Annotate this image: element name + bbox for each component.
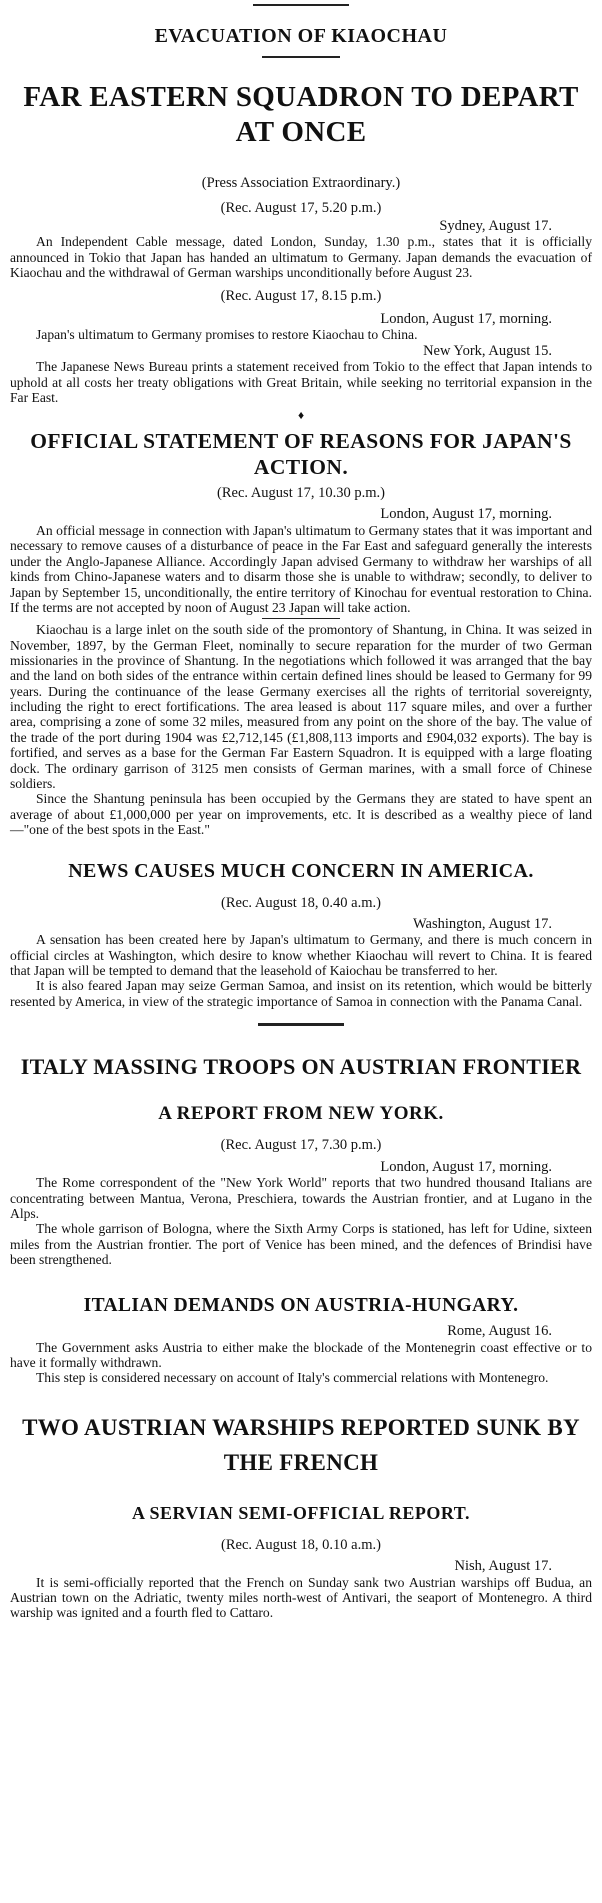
dateline: New York, August 15. — [423, 342, 552, 359]
article-paragraph: The Government asks Austria to either make the blockade of the Montenegrin coast effective or to have it formally withdrawn. — [10, 1339, 592, 1370]
section-headline: ITALY MASSING TROOPS ON AUSTRIAN FRONTIER — [20, 1054, 582, 1080]
top-rule — [253, 4, 349, 6]
divider — [262, 618, 340, 619]
article-paragraph: Since the Shantung peninsula has been occupied by the Germans they are stated to have spent an average of about £1,000,000 per year on improvements, etc. It is described as a wealthy piece of land—"one of the best spots in the East." — [10, 791, 592, 837]
newspaper-page — [0, 4, 602, 1903]
received-line: (Rec. August 17, 5.20 p.m.) — [220, 200, 382, 217]
main-headline: FAR EASTERN SQUADRON TO DEPART AT ONCE — [23, 81, 579, 149]
article-paragraph: This step is considered necessary on account of Italy's commercial relations with Montenegro. — [36, 1370, 549, 1386]
dateline: London, August 17, morning. — [380, 1158, 552, 1175]
dateline: Washington, August 17. — [412, 915, 552, 932]
article-paragraph: The Rome correspondent of the "New York World" reports that two hundred thousand Italians are concentrating between Mantua, Verona, Preschiera, towards the Austrian frontier, and at Lugano in the Alps. — [10, 1175, 592, 1222]
article-paragraph: Japan's ultimatum to Germany promises to restore Kiaochau to China. — [36, 327, 418, 343]
article-paragraph: The Japanese News Bureau prints a statement received from Tokio to the effect that Japan intends to uphold at all costs her treaty obligations with Great Britain, while seeking no territorial expansion in the Far East. — [10, 359, 592, 406]
received-line: (Rec. August 17, 10.30 p.m.) — [217, 485, 385, 502]
section-ornament: ♦ — [297, 408, 305, 423]
dateline: London, August 17, morning. — [380, 506, 552, 523]
section-headline: NEWS CAUSES MUCH CONCERN IN AMERICA. — [68, 860, 534, 883]
article-paragraph: It is semi-officially reported that the French on Sunday sank two Austrian warships off Budua, an Austrian town on the Adriatic, twenty miles north-west of Antivari, the seaport of Montenegro. A third warship was ignited and a fourth fled to Cattaro. — [10, 1574, 592, 1621]
received-line: (Rec. August 18, 0.10 a.m.) — [221, 1536, 381, 1553]
sub-headline: A SERVIAN SEMI-OFFICIAL REPORT. — [132, 1502, 470, 1523]
received-line: (Rec. August 17, 7.30 p.m.) — [220, 1137, 382, 1154]
section-headline: TWO AUSTRIAN WARSHIPS REPORTED SUNK BY THE FRENCH — [22, 1414, 580, 1476]
article-paragraph: It is also feared Japan may seize German Samoa, and insist on its retention, which would be bitterly resented by America, in view of the strategic importance of Samoa in connection with the Panama Canal. — [10, 978, 592, 1009]
dateline: London, August 17, morning. — [380, 310, 552, 327]
section-headline: OFFICIAL STATEMENT OF REASONS FOR JAPAN'S ACTION. — [30, 429, 572, 480]
article-paragraph: An Independent Cable message, dated London, Sunday, 1.30 p.m., states that it is officially announced in Tokio that Japan has handed an ultimatum to Germany. Japan demands the evacuation of Kiaochau and the withdrawal of German warships unconditionally before August 23. — [10, 234, 592, 280]
dateline: Rome, August 16. — [447, 1322, 552, 1339]
section-headline: ITALIAN DEMANDS ON AUSTRIA-HUNGARY. — [83, 1294, 519, 1316]
article-paragraph: Kiaochau is a large inlet on the south side of the promontory of Shantung, in China. It was seized in November, 1897, by the German Fleet, nominally to secure reparation for the murder of two German missionaries in the province of Shantung. In the negotiations which followed it was arranged that the bay and the land on both sides of the entrance within certain defined lines should be leased to Germany for 99 years. During the continuance of the lease Germany exercises all the rights of territorial sovereignty, including the right to erect fortifications. The area leased is about 117 square miles, and over a further area, comprising a zone of some 32 miles, measured from any point on the shore of the bay. The value of the trade of the port during 1904 was £2,712,145 (£1,808,113 imports and £904,032 exports). The bay is fortified, and serves as a base for the German Far Eastern Squadron. It is equipped with a large floating dock. The ordinary garrison of 3125 men consists of German marines, with a small force of Chinese soldiers. — [10, 622, 592, 791]
dateline: Nish, August 17. — [454, 1557, 552, 1574]
source-line: (Press Association Extraordinary.) — [201, 174, 401, 191]
dateline: Sydney, August 17. — [439, 217, 552, 234]
article-paragraph: A sensation has been created here by Japan's ultimatum to Germany, and there is much concern in official circles at Washington, which desire to know whether Kiaochau will revert to China. It is feared that Japan will be tempted to demand that the leasehold of Kaiochau be transferred to her. — [10, 932, 592, 979]
article-paragraph: The whole garrison of Bologna, where the Sixth Army Corps is stationed, has left for Udine, sixteen miles from the Austrian frontier. The port of Venice has been mined, and the defences of Brindisi have been strengthened. — [10, 1221, 592, 1268]
divider — [262, 56, 340, 58]
sub-headline: A REPORT FROM NEW YORK. — [158, 1102, 444, 1124]
received-line: (Rec. August 17, 8.15 p.m.) — [220, 288, 382, 305]
received-line: (Rec. August 18, 0.40 a.m.) — [221, 895, 381, 912]
section-divider — [258, 1023, 344, 1026]
kicker-heading: EVACUATION OF KIAOCHAU — [154, 25, 448, 47]
article-paragraph: An official message in connection with Japan's ultimatum to Germany states that it was important and necessary to remove causes of a disturbance of peace in the Far East and safeguard generally the interests under the Anglo-Japanese Alliance. Accordingly Japan advised Germany to withdraw her warships of all kinds from Chino-Japanese waters and to disarm those she is unable to withdraw; secondly, to deliver to Japan by September 15, unconditionally, the entire territory of Kinochau for eventual restoration to China. If the terms are not accepted by noon of August 23 Japan will take action. — [10, 523, 592, 615]
